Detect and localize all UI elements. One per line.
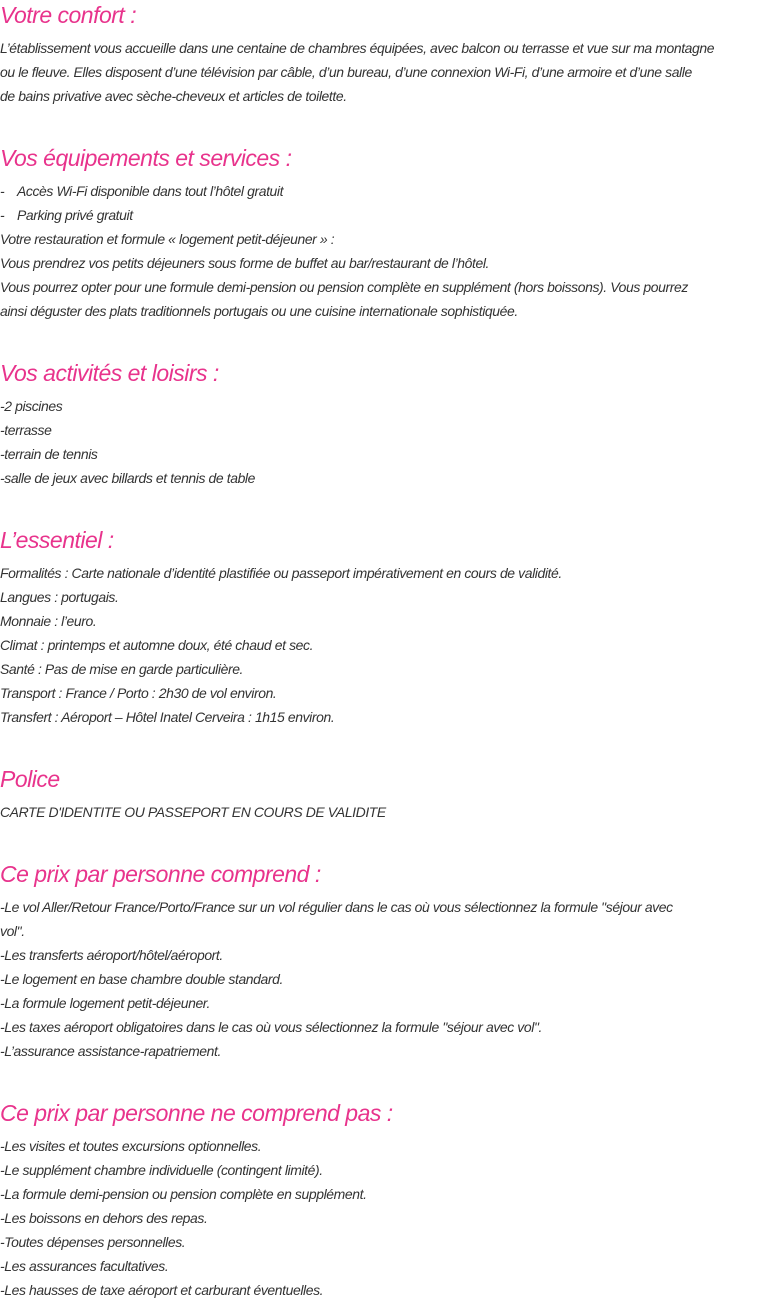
info-line: Transport : France / Porto : 2h30 de vol environ. [0,685,277,701]
section-heading: Police [0,766,60,792]
bullet-item [0,179,758,203]
list-item: -Les assurances facultatives. [0,1258,169,1274]
list-item: -terrasse [0,422,52,438]
section-essentiel [0,525,758,729]
section-activites [0,358,758,490]
section-heading: Votre confort : [0,2,137,28]
list-item: -Les visites et toutes excursions optionnelles. [0,1138,262,1154]
text-line: de bains privative avec sèche-cheveux et articles de toilette. [0,88,347,104]
section-confort [0,0,758,108]
bullet-item [0,203,758,227]
list-item: -L’assurance assistance-rapatriement. [0,1043,221,1059]
list-item: -La formule demi-pension ou pension complète en supplément. [0,1186,367,1202]
info-line: Langues : portugais. [0,589,119,605]
info-line: Formalités : Carte nationale d’identité plastifiée ou passeport impérativement en cours de validité. [0,565,562,581]
section-body [0,800,758,824]
section-body [0,895,758,1063]
section-heading: Vos activités et loisirs : [0,360,219,386]
section-heading: L’essentiel : [0,527,114,553]
list-item: -Les hausses de taxe aéroport et carburant éventuelles. [0,1282,324,1298]
section-heading: Ce prix par personne comprend : [0,861,321,887]
section-police [0,764,758,824]
list-item: -Toutes dépenses personnelles. [0,1234,186,1250]
section-body [0,561,758,729]
section-body [0,394,758,490]
section-ne-comprend-pas [0,1098,758,1302]
text-line: Vous prendrez vos petits déjeuners sous forme de buffet au bar/restaurant de l’hôtel. [0,255,490,271]
section-body [0,36,758,108]
section-body [0,1134,758,1302]
text-line: CARTE D'IDENTITE OU PASSEPORT EN COURS DE VALIDITE [0,804,386,820]
info-line: Transfert : Aéroport – Hôtel Inatel Cerveira : 1h15 environ. [0,709,335,725]
list-item: -Les taxes aéroport obligatoires dans le cas où vous sélectionnez la formule "séjour avec vol". [0,1019,542,1035]
list-item: -Le logement en base chambre double standard. [0,971,283,987]
text-line: Votre restauration et formule « logement petit-déjeuner » : [0,231,335,247]
list-item: -Les transferts aéroport/hôtel/aéroport. [0,947,223,963]
list-item: -Le vol Aller/Retour France/Porto/France sur un vol régulier dans le cas où vous sélectionnez la formule "séjour avec [0,899,673,915]
bullet-text: Parking privé gratuit [17,207,133,223]
list-item: -salle de jeux avec billards et tennis de table [0,470,255,486]
bullet-dash: - [0,183,5,199]
bullet-text: Accès Wi-Fi disponible dans tout l’hôtel gratuit [17,183,284,199]
list-item: -2 piscines [0,398,63,414]
info-line: Climat : printemps et automne doux, été chaud et sec. [0,637,314,653]
text-line: L’établissement vous accueille dans une centaine de chambres équipées, avec balcon ou terrasse et vue sur ma montagne [0,40,715,56]
text-line: ainsi déguster des plats traditionnels portugais ou une cuisine internationale sophistiquée. [0,303,518,319]
info-line: Santé : Pas de mise en garde particulière. [0,661,244,677]
section-comprend [0,859,758,1063]
list-item: -terrain de tennis [0,446,98,462]
info-line: Monnaie : l’euro. [0,613,97,629]
list-item: -La formule logement petit-déjeuner. [0,995,211,1011]
section-heading: Vos équipements et services : [0,145,292,171]
list-item: -Le supplément chambre individuelle (contingent limité). [0,1162,323,1178]
text-line: ou le fleuve. Elles disposent d’une télévision par câble, d’un bureau, d’une connexion Wi-Fi, d’une armoire et d’une salle [0,64,692,80]
section-body [0,179,758,323]
list-item: vol". [0,923,25,939]
list-item: -Les boissons en dehors des repas. [0,1210,208,1226]
bullet-dash: - [0,207,5,223]
section-heading: Ce prix par personne ne comprend pas : [0,1100,393,1126]
text-line: Vous pourrez opter pour une formule demi-pension ou pension complète en supplément (hors boissons). Vous pourrez [0,279,688,295]
section-equipements [0,143,758,323]
